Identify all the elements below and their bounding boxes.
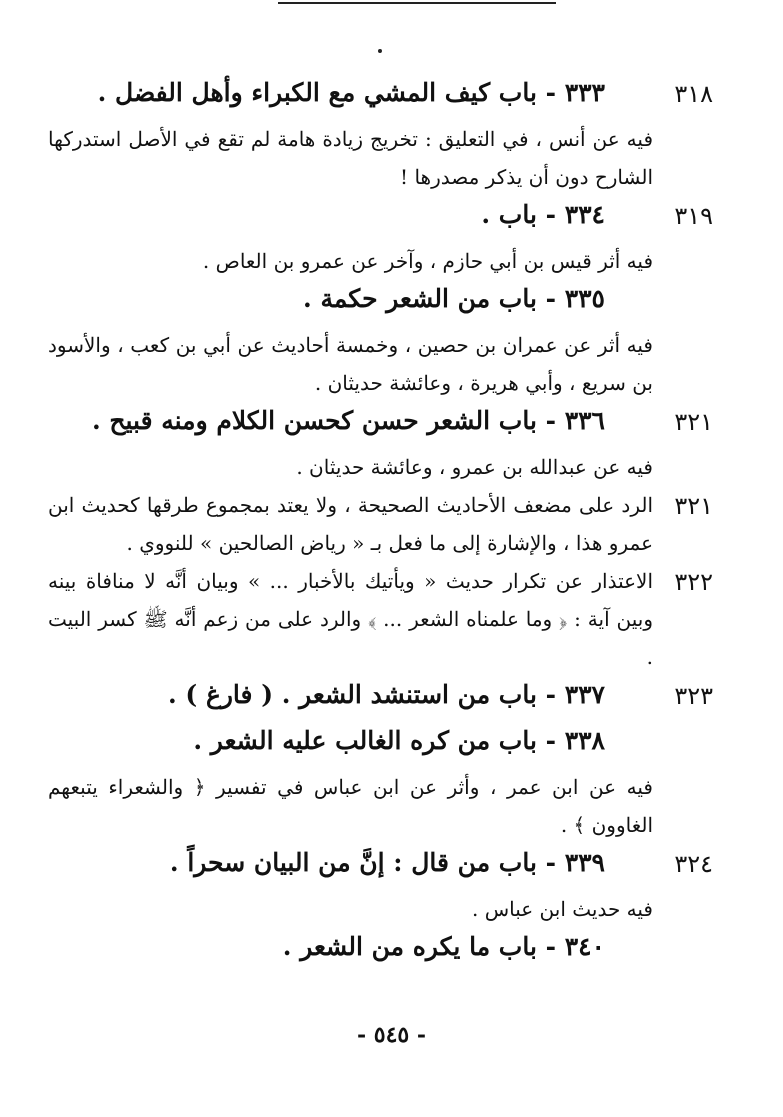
page-content [48,74,713,974]
page-reference: ٣٢١ [674,408,713,436]
entry [48,74,713,196]
entry [48,928,713,974]
entry [48,844,713,928]
chapter-heading: ٣٣٩ - باب من قال : إنَّ من البيان سحراً . [169,848,605,877]
page-reference: ٣٢٤ [674,850,713,878]
chapter-heading: ٣٤٠ - باب ما يكره من الشعر . [282,932,605,961]
entry [48,676,713,722]
page-reference: ٣١٨ [674,80,713,108]
top-rule [278,2,556,4]
entry-text: الاعتذار عن تكرار حديث « ويأتيك بالأخبار ... » وبيان أنَّه لا منافاة بينه وبين آية : ﴿ وما علمناه الشعر ... ﴾ والرد على من زعم أنَّه ﷺ كسر البيت . [48,569,653,669]
entry-text: فيه أثر قيس بن أبي حازم ، وآخر عن عمرو بن العاص . [202,249,653,273]
ornament-dot [378,49,382,53]
entry [48,562,713,676]
page-reference: ٣٢٣ [674,682,713,710]
page-reference [653,928,713,930]
entry-text: الرد على مضعف الأحاديث الصحيحة ، ولا يعتد بمجموع طرقها كحديث ابن عمرو هذا ، والإشارة إلى ما فعل بـ « رياض الصالحين » للنووي . [48,493,653,555]
page-number: - ٥٤٥ - [356,1022,427,1048]
page-reference: ٣١٩ [674,202,713,230]
chapter-heading: ٣٣٥ - باب من الشعر حكمة . [303,284,605,313]
entry [48,486,713,562]
entry-text: فيه عن ابن عمر ، وأثر عن ابن عباس في تفسير ﴿ والشعراء يتبعهم الغاوون ﴾ . [48,775,653,837]
page-reference [653,722,713,724]
entry-text: فيه عن أنس ، في التعليق : تخريج زيادة هامة لم تقع في الأصل استدركها الشارح دون أن يذكر مصدرها ! [48,127,653,189]
entry [48,402,713,486]
page-reference: ٣٢١ [674,492,713,520]
chapter-heading: ٣٣٦ - باب الشعر حسن كحسن الكلام ومنه قبيح . [91,406,605,435]
entry [48,196,713,280]
chapter-heading: ٣٣٨ - باب من كره الغالب عليه الشعر . [193,726,605,755]
chapter-heading: ٣٣٧ - باب من استنشد الشعر . ( فارغ ) . [168,680,605,709]
chapter-heading: ٣٣٣ - باب كيف المشي مع الكبراء وأهل الفضل . [97,78,605,107]
chapter-heading: ٣٣٤ - باب . [481,200,605,229]
entry [48,280,713,402]
entry-text: فيه أثر عن عمران بن حصين ، وخمسة أحاديث عن أبي بن كعب ، والأسود بن سريع ، وأبي هريرة ، وعائشة حديثان . [48,333,653,395]
entry [48,722,713,844]
entry-text: فيه حديث ابن عباس . [472,897,653,921]
page-reference: ٣٢٢ [674,568,713,596]
entry-text: فيه عن عبدالله بن عمرو ، وعائشة حديثان . [296,455,653,479]
page-reference [653,280,713,282]
